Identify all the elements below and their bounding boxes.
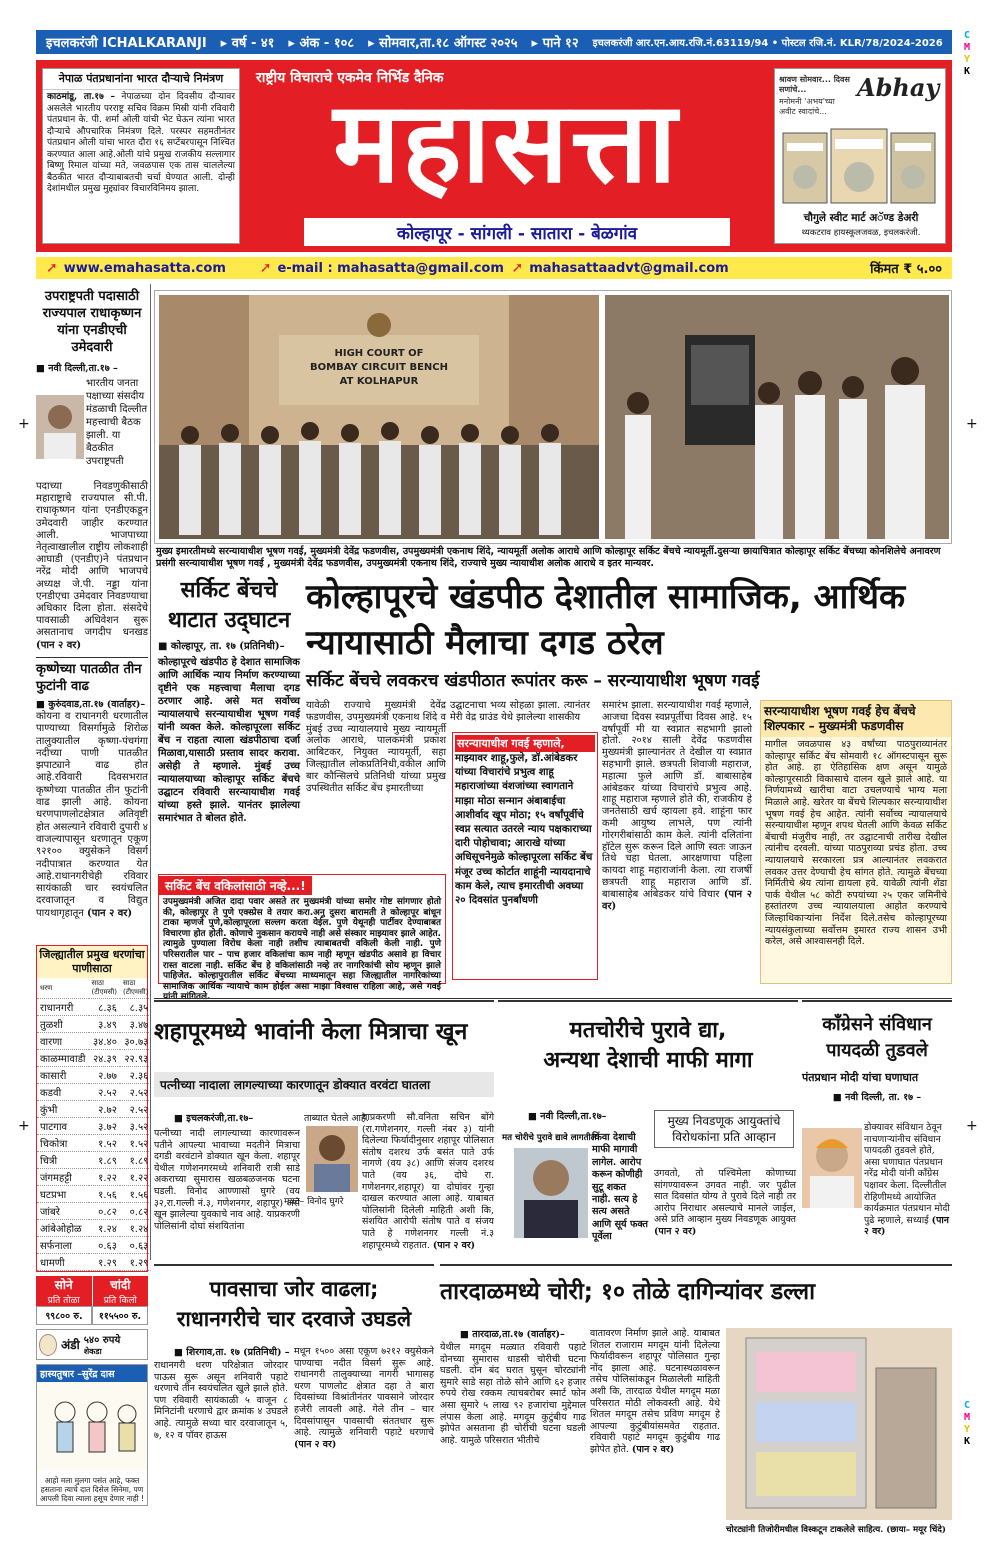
gold-rate: सोने प्रति तोळा <box>36 1276 92 1306</box>
lead-col-1: कोल्हापूरचे खंडपीठ हे देशात सामाजिक आणि आर्थिक न्याय निर्माण करण्याच्या दृष्टीने एक महत्त्वाचा मैलाचा दगड ठरणार आहे. असे मत सर्वोच्च न्यायालयाचे सरन्यायाधीश भूषण गवई यांनी व्यक्त केले. कोल्हापूरला सर्किट बेंच न राहता त्याला खंडपीठाचा दर्जा मिळावा,यासाठी प्रस्ताव सादर करावा. असेही ते म्हणाले. मुंबई उच्च न्यायालयाच्या कोल्हापूर सर्किट बेंचचे उद्घाटन रविवारी सरन्यायाधीश गवई यांच्या हस्ते झाले. यानंतर झालेल्या समारंभात ते बोलत होते. <box>158 657 300 824</box>
vote-photo-caption: मत चोरीचे पुरावे द्यावे लागतील <box>502 1133 597 1143</box>
masthead-tagline: राष्ट्रीय विचाराचे एकमेव निर्भिड दैनिक <box>256 70 444 86</box>
shahapur-col-3: याप्रकरणी सौ.वनिता सचिन बोंगे (रा.गणेशनगर, गल्ली नंबर ३) यांनी दिलेल्या फिर्यादीनुसार शहापूर पोलिसात संतोष दशरथ उर्फ बसंत पाते उर्फ नागणे (वय ३८) आणि संजय दशरथ पाते (वय ३६, दोघे रा. गणेशनगर,शहापूर) या दोघांवर गुन्हा दाखल करण्यात आला आहे. याबाबत पोलिसांनी दिलेली माहिती अशी कि, संशयित आरोपी संतोष पाते व संजय पाते हे गणेशनगर गल्ली नं.३ शहापूरमध्ये राहतात. (पान २ वर) <box>362 1112 494 1251</box>
portrait-illustration <box>514 1148 588 1238</box>
dam-value-cell: ३.७२ <box>89 1118 120 1135</box>
lead-subhead: सर्किट बेंचचे लवकरच खंडपीठात रूपांतर करू – सरन्यायाधीश भूषण गवई <box>306 671 760 691</box>
vp-body: पदाच्या निवडणुकीसाठी महाराष्ट्राचे राज्यपाल सी.पी. राधाकृष्णन यांना एनडीएकडून उमेदवारी जाहीर करण्यात आली. भाजपाच्या नेतृत्वाखालील राष्ट्रीय लोकशाही आघाडी (एनडीए)ने पंतप्रधान नरेंद्र मोदी आणि भाजपचे अध्यक्ष जे.पी. नड्डा यांना एनडीएचा उमेदवार निवडण्याचा अधिकार दिला होता. संसदेचे पावसाळी अधिवेशन सुरू असतानाच जगदीप धनखड (पान २ वर) <box>36 481 148 651</box>
krishna-body: कोयना व राधानगरी धरणातील पाण्याच्या विसर्गामुळे शिरोळ तालुक्यातील कृष्णा-पंचगंगा नदीच्या पाणी पातळीत झपाट्याने वाढ होत आहे.रविवारी दिवसभरात कृष्णेच्या पातळीत तीन फुटांनी वाढ झाली आहे. कोयना धरणपाणलोटक्षेत्रात अतिवृष्टी होत असल्याने रविवारी दुपारी ४ वाजल्यापासून धरणातून एकूण ९२१०० क्युसेकने विसर्ग नदीपात्रात करण्यात येत आहे.राधानगरीचेही रविवार सायंकाळी चार स्वयंचलित दरवाजातून व विद्युत पायथागृहातून (पान २ वर) <box>36 711 148 919</box>
ad-tagline-2: मनोमनी 'अभय'च्या अवीट स्वादांचे... <box>779 97 835 116</box>
vote-headline-2: अन्यथा देशाची माफी मागा <box>543 1048 753 1073</box>
congress-headline: काँग्रेसने संविधान पायदळी तुडवले <box>822 1014 932 1061</box>
dam-name-cell: घटप्रभा <box>37 1186 89 1203</box>
dam-value-cell: २.३६ <box>120 1067 151 1084</box>
krishna-headline: कृष्णेच्या पातळीत तीन फुटांनी वाढ <box>36 662 142 694</box>
victim-caption: मयत– विनोद घुगरे <box>284 1197 344 1207</box>
theft-headline: तारदाळमध्ये चोरी; १० तोळे दागिन्यांवर डल्ला <box>440 1279 816 1305</box>
cartoon-caption: आहो मला मुलगा पसंत आहे, फक्त हसताना त्याचे दात दिसेल सिनेमा, पण आपली दिवा त्याला हसूच देणार नाही ! <box>39 1476 145 1503</box>
congress-body: डोक्यावर संविधान ठेवून नाचणाऱ्यांनीच संविधान पायदळी तुडवले होते, असा घणाघात पंतप्रधान नरेंद्र मोदी यांनी काँग्रेस पक्षावर केला. दिल्लीतील रोहिणीमध्ये आयोजित कार्यक्रमात पंतप्रधान मोदी पुढे म्हणाले, सध्याई (पान २ वर) <box>864 1122 950 1238</box>
plaque-unveiling-photo <box>605 295 949 539</box>
rain-headline-1: पावसाचा जोर वाढला; <box>209 1277 379 1301</box>
dam-value-cell: १.२९ <box>120 1254 151 1271</box>
dam-table-row <box>37 1016 151 1033</box>
contact-bar <box>36 257 952 279</box>
dam-value-cell: १.२९ <box>89 1254 120 1271</box>
dam-table-row <box>37 1254 151 1271</box>
lead-col-3: उद्घाटनाचा भव्य सोहळा झाला. त्यानंतर मेरी वेद्र ग्राउंड येथे झालेल्या शासकीय <box>450 700 590 723</box>
dam-value-cell: ०.८२ <box>89 1203 120 1220</box>
cmyk-marks-top: C M Y K <box>963 30 971 77</box>
dam-table-title: जिल्ह्यातील प्रमुख धरणांचा पाणीसाठा <box>37 946 147 978</box>
dam-name-cell: सर्फनाला <box>37 1237 89 1254</box>
dam-value-cell: ३०.७३ <box>120 1033 151 1050</box>
shahapur-dateline: ■ इचलकरंजी,ता.१७– <box>174 1113 254 1124</box>
masthead <box>36 60 952 252</box>
masthead-cities: कोल्हापूर - सांगली - सातारा - बेळगांव <box>396 223 638 244</box>
registration-label: इचलकरंजी आर.एन.आय.रजि.नं.63119/94 • पोस्टल रजि.नं. KLR/78/2024-2026 <box>592 38 943 49</box>
rain-headline-2: राधानगरीचे चार दरवाजे उघडले <box>176 1307 412 1331</box>
lead-col-4: समारंभ झाला. सरन्यायाधीश गवई म्हणाले, आजचा दिवस स्वप्नपूर्तीचा दिवस आहे. १५ वर्षांपूर्वी मी या स्वप्नात सहभागी झालो होतो. २०१४ साली देवेंद्र फडणवीस मुख्यमंत्री झाल्यानंतर ते देखील या स्वप्नात सहभागी झाले. छत्रपती शिवाजी महाराज, महात्मा फुले आणि डॉ. बाबासाहेब आंबेडकर यांच्या विचारांचे प्रभुत्व आहे. शाहू महाराज म्हणाले होते की, राजकीय हे जनतेसाठी खर्च व्हायला हवे. शाहूंना फार कमी आयुष्य लाभले, पण त्यांनी गोरगरीबांसाठी काम केले. त्यांनी दलितांना हॉटेल सुरू करून दिले आणि स्वतः जाऊन तिथे चहा घेतला. आरक्षणाचा पहिला कायदा शाहू महाराजांनी केला. त्या राजर्षी छत्रपती शाहू महाराज आणि डॉ. बाबासाहेब आंबेडकर यांचे विचार (पान २ वर) <box>602 700 752 912</box>
ransacked-safe-illustration <box>726 1328 952 1520</box>
rain-col-2: मधून १५०० असा एकूण ७२१२ क्युसेकने पाण्याचा नदीत विसर्ग सुरू आहे. राधानगरी तालुक्याच्या नागरी भागासह धरण पाणलोट क्षेत्रात दहा ते बारा दिवसांच्या विश्रांतीनंतर पावसाने जोरदार हजेरी लावली आहे. गेले तीन – चार दिवसांपासून पावसाची संततधार सुरू आहे. त्यामुळे शनिवारी पहाटे धरणाचे (पान २ वर) <box>294 1346 434 1450</box>
krishna-dateline: ■ कुरुंदवाड,ता.१७ (वार्ताहर)– <box>36 699 146 710</box>
dam-table-row <box>37 1220 151 1237</box>
sidebar-title: सर्किट बेंच वकिलांसाठी नव्हे...! <box>159 876 312 895</box>
dam-value-cell: १.५२ <box>120 1135 151 1152</box>
ad-product-image <box>781 125 939 207</box>
ad-shop-name: चौगुले स्वीट मार्ट अॅण्ड डेअरी <box>803 212 919 224</box>
masthead-title: महासत्ता <box>333 78 679 208</box>
silver-rate: चांदी प्रति किलो <box>92 1276 149 1306</box>
dam-value-cell: ३.५२ <box>120 1118 151 1135</box>
cmyk-marks-bottom: C M Y K <box>963 1400 971 1447</box>
lead-story <box>154 576 952 996</box>
dam-value-cell: १.५६ <box>120 1186 151 1203</box>
dam-name-cell: राधानगरी <box>37 999 89 1016</box>
congress-dateline: ■ नवी दिल्ली, ता. १७ – <box>832 1092 922 1103</box>
dam-name-cell: तुळशी <box>37 1016 89 1033</box>
right-sidebar-body: मागील जवळपास ४३ वर्षांच्या पाठपुराव्यानंतर कोल्हापूर सर्किट बेंच सोमवारी १८ ऑगस्टपासून सुरू होत आहे. हा ऐतिहासिक क्षण असून यामुळे कोल्हापूरसाठी विकासाचे दालन खुले झाले आहे. या निर्णयामध्ये खारीचा वाटा उचलण्याचे भाग्य मला मिळाले आहे. खरेतर या बेंचचे शिल्पकार सरन्यायाधीश भूषण गवई हेच आहेत. त्यांनी सर्वोच्च न्यायालयाचे सरन्यायाधीश म्हणून शपथ घेतली आणि केवळ सर्किट बेंचाची मंजुरीच नाही, तर उद्घाटनाची तारीख देखील त्यांनीच दरवली. यांच्या पाठपुराव्या प्रचंड होता. उच्च न्यायालयाचे सरकारला प्रत्र आल्यानंतर लवकरात लवकर उत्तर देण्याची हेच सांगत होते. त्यामुळे बेंचच्या निर्मितीचे श्रेय त्यांना द्यायला हवे. यावेळी त्यांनी शेंडा पार्क येथील ५८ कोटी रुपयांच्या २५ एकर जमिनीचे हस्तांतरण उच्च न्यायालयाला आहोत करण्याचे जिल्हाधिकाऱ्यांना निर्देश दिले.तसेच कोल्हापूरच्या न्यायसंकुलाच्या सर्वोत्तम इमारत राज्य शासन उभी करेल, असे आश्वासनही दिले. <box>765 739 947 948</box>
shahapur-headline: शहापूरमध्ये भावांनी केला मित्राचा खून <box>154 1019 468 1045</box>
theft-col-1: येथील मगदूम मळ्यात रविवारी पहाटे दोनच्या सुमारास धाडसी चोरीची घटना घडली. दोन बंद घरात घुसून चोरट्यांनी सुमारे साडे सहा तोळे सोने आणि ६२ हजार रुपये रोख रक्कम त्याचबरोबर स्मार्ट फोन असा सुमारे ५ लाख ९२ हजारांचा मुद्देमाल लंपास केला आहे. मगदूम कुटुंबीय गाढ झोपेत असताना ही चोरीची घटना घडली आहे. यामुळे परिसरात भीतीचे <box>440 1342 586 1446</box>
dam-value-cell: ८.३५ <box>120 999 151 1016</box>
pages-label: ▸ पाने १२ <box>531 36 579 51</box>
right-sidebar-title: सरन्यायाधीश भूषण गवई हेच बेंचचे शिल्पकार – मुख्यमंत्री फडणवीस <box>761 701 951 737</box>
dam-value-cell: २.५२ <box>120 1084 151 1101</box>
dam-value-cell: १.२४ <box>89 1220 120 1237</box>
rate-values: ९९८०० रु. ११५५०० रु. <box>36 1306 148 1325</box>
ad-address: थ्यकटराव हायस्कूलजवळ, इचलकरंजी. <box>801 228 921 238</box>
dam-value-cell: ८.३६ <box>89 999 120 1016</box>
dam-name-cell: चित्री <box>37 1152 89 1169</box>
dam-value-cell: १.८९ <box>89 1152 120 1169</box>
cartoon-illustration <box>37 1382 147 1470</box>
gold-silver-rates <box>36 1276 148 1306</box>
lead-photos <box>154 290 952 544</box>
cartoon-box <box>36 1364 148 1506</box>
dam-value-cell: २.५२ <box>89 1084 120 1101</box>
dam-name-cell: चिकोत्रा <box>37 1135 89 1152</box>
city-label: इचलकरंजी ICHALKARANJI <box>46 36 207 51</box>
theft-col-2: वातावरण निर्माण झाले आहे. याबाबत शितल राजाराम मगदूम यांनी दिलेल्या फिर्यादीवरून शहापूर पोलिसात गुन्हा नोंद झाला आहे. घटनास्थळावरून तसेच पोलिसांकडून मिळालेली माहिती अशी कि, तारदाळ येथील मगदूम मळा परिसरात मोठी लोकवस्ती आहे. येथे शितल मगदूम तसेच प्रविण मगदूम हे आपल्या कुटुंबीयांसमवेत राहतात. रविवारी पहाटे मगदूम कुटुंबीय गाढ झोपेत होते. (पान २ वर) <box>590 1328 720 1455</box>
shahapur-story <box>154 1000 494 1258</box>
dam-name-cell: काळम्मावाडी <box>37 1050 89 1067</box>
dam-table-row <box>37 1169 151 1186</box>
shahapur-subhead: पत्नीच्या नादाला लागल्याच्या कारणातून डोक्यात वरवंटा घातला <box>154 1072 494 1097</box>
dam-value-cell: ३.४९ <box>89 1016 120 1033</box>
vote-side-text: किंवा देशाची माफी मागावी लागेल. आरोप करून कोणीही सुटू शकत नाही. सत्य हे सत्य असते आणि सूर्य फक्त पूर्वेला <box>592 1132 648 1243</box>
dam-table <box>37 978 151 1271</box>
rain-dateline: ■ शिरगाव,ता. १७ (प्रतिनिधी) – <box>174 1347 290 1358</box>
tardal-theft-story <box>440 1264 952 1542</box>
lead-col-2: यावेळी राज्याचे मुख्यमंत्री देवेंद्र फडणवीस, उपमुख्यमंत्री एकनाथ शिंदे व मुंबई उच्च न्यायालयाचे मुख्य न्यायमूर्ती अलोक आराधे, पालकमंत्री प्रकाश आबिटकर, नियुक्त न्यायमूर्ती, सहा जिल्ह्यातील लोकप्रतिनिधी,वकील आणि बार कौन्सिलचे प्रतिनिधी यांच्या प्रमुख उपस्थितीत सर्किट बेंच इमारतीच्या <box>306 700 446 794</box>
election-commissioner-photo <box>514 1148 588 1238</box>
dam-value-cell: ३.४७ <box>120 1016 151 1033</box>
dam-value-cell: ३४.४० <box>89 1033 120 1050</box>
nepal-body: काठमांडू, ता.१७ – नेपाळच्या दोन दिवसीय दौऱ्यावर असलेले भारतीय परराष्ट्र सचिव विक्रम मिस्री यांनी रविवारी पंतप्रधान के. पी. शर्मा ओली यांची भेट घेऊन त्यांना भारत दौऱ्याचे औपचारिक निमंत्रण दिले. परस्पर सहमतीनंतर पंतप्रधान ओली यांचा भारत दौरा १६ सप्टेंबरपासून निश्चित करण्यात आला आहे.ओली यांचे प्रमुख राजकीय सल्लागार बिष्णु रिमाल यांच्या मते, जवळपास एक तास चाललेल्या बैठकीत भारत दौऱ्याबाबतची चर्चा घेण्यात आली. दोन्ही देशांमधील प्रमुख मुद्द्यांवर विचारविनिमय झाला. <box>47 92 235 194</box>
registration-cross-right: + <box>966 416 978 432</box>
registration-cross-right-2: + <box>966 1118 978 1134</box>
vp-lead-row <box>36 377 148 481</box>
portrait-illustration <box>306 1126 358 1192</box>
ad-tagline-1: श्रावण सोमवार... दिवस सणांचे... <box>779 75 850 94</box>
dam-table-row <box>37 1101 151 1118</box>
year-label: ▸ वर्ष - ४१ <box>220 36 275 51</box>
dam-table-row <box>37 1152 151 1169</box>
dam-name-cell: धामणी <box>37 1254 89 1271</box>
unveiling-illustration <box>605 295 949 539</box>
vote-theft-story <box>498 1000 798 1258</box>
dam-name-cell: जांबरे <box>37 1203 89 1220</box>
dam-value-cell: १.५६ <box>89 1186 120 1203</box>
dam-name-cell: वारणा <box>37 1033 89 1050</box>
dam-value-cell: १.२२ <box>120 1169 151 1186</box>
portrait-illustration <box>36 395 84 459</box>
court-sign: HIGH COURT OF BOMBAY CIRCUIT BENCH AT KOLHAPUR <box>310 348 448 387</box>
dam-value-cell: २.७२ <box>89 1101 120 1118</box>
egg-icon <box>39 1334 57 1356</box>
registration-cross-left: + <box>18 416 30 432</box>
dam-table-row <box>37 1050 151 1067</box>
egg-rate: अंडी ५४० रुपये शेकडा <box>36 1329 148 1360</box>
arrow-icon: ➚ <box>511 260 524 276</box>
vote-dateline: ■ नवी दिल्ली,ता.१७– <box>528 1111 607 1122</box>
dam-value-cell: २.५२ <box>120 1101 151 1118</box>
dam-table-box <box>36 945 148 1272</box>
dam-value-cell: ०.६३ <box>89 1237 120 1254</box>
dam-table-row <box>37 1033 151 1050</box>
theft-photo-caption: चोरट्यांनी तिजोरीमधील विस्कटून टाकलेले साहित्य. (छाया– मयूर चिंदे) <box>726 1525 946 1535</box>
dam-name-cell: कासारी <box>37 1067 89 1084</box>
abhay-advertisement <box>774 68 946 244</box>
registration-cross-left-2: + <box>18 1118 30 1134</box>
masthead-cities-strip <box>304 218 730 246</box>
dam-value-cell: ०.८२ <box>120 1203 151 1220</box>
vp-dateline: ■ नवी दिल्ली,ता.१७ – <box>36 363 118 374</box>
vote-box-head: मुख्य निवडणूक आयुक्तांचे विरोधकांना प्रति आव्हान <box>654 1110 794 1148</box>
vote-col-2: उगवतो, तो पश्चिमेला कोणाच्या सांगण्यावरून उगवत नाही. जर पुढील सात दिवसांत योग्य ते पुरावे दिले नाही तर आरोप निराधार असल्याचे मानले जाईल, असे प्रति आव्हान मुख्य निवडणूक आयुक्त (पान २ वर) <box>654 1168 796 1237</box>
congress-story <box>802 1000 952 1258</box>
dam-table-row <box>37 1084 151 1101</box>
lead-headline: कोल्हापूरचे खंडपीठ देशातील सामाजिक, आर्थिक न्यायासाठी मैलाचा दगड ठरेल <box>306 577 906 663</box>
dam-name-cell: कडवी <box>37 1084 89 1101</box>
rain-col-1: राधानगरी धरण परिक्षेत्रात जोरदार पाऊस सुरू असून शनिवारी पहाटे धरणाचे तीन स्वयंचलित खुले झाले होते. पण रविवारी सायंकाळी ५ वाजून ८ मिनिटांनी धरणाचे द्वार क्रमांक ४ उघडले आहे. त्यामुळे सध्या चार दरवाजातून ५, ७, १२ व पॉवर हाऊस <box>154 1360 288 1441</box>
dam-name-cell: पाटगाव <box>37 1118 89 1135</box>
left-column <box>36 284 148 1544</box>
dam-table-row <box>37 1135 151 1152</box>
lead-quote-box <box>452 732 598 980</box>
dam-table-row <box>37 1186 151 1203</box>
dam-table-body <box>37 999 151 1271</box>
sidebar-box <box>158 874 446 992</box>
sweets-boxes-illustration <box>781 125 939 207</box>
top-info-bar <box>36 30 952 54</box>
vote-headline-1: मतचोरीचे पुरावे द्या, <box>569 1018 727 1043</box>
vp-lead: भारतीय जनता पक्षाच्या संसदीय मंडळाची दिल्लीत महत्त्वाची बैठक झाली. या बैठकीत उपराष्ट्रपती <box>86 378 148 467</box>
nepal-news-box <box>42 68 240 244</box>
nepal-headline: नेपाळ पंतप्रधानांना भारत दौऱ्याचे निमंत्रण <box>43 69 239 90</box>
right-sidebar-box <box>760 700 952 984</box>
cartoon-label: हास्यतुषार –सुरेंद्र दास <box>37 1365 147 1382</box>
victim-photo <box>306 1126 358 1192</box>
dam-value-cell: १.२४ <box>120 1220 151 1237</box>
date-label: ▸ सोमवार,ता.१८ ऑगस्ट २०२५ <box>368 36 518 51</box>
dam-table-header: धरण साठा (टीएमसी) साठा (टीएमसी) <box>37 978 151 999</box>
quote-head: सरन्यायाधीश गवई म्हणाले, <box>455 735 595 752</box>
safe-photo <box>726 1328 952 1520</box>
dam-table-row <box>37 1118 151 1135</box>
ad-brand-logo: Abhay <box>857 73 940 102</box>
photo-caption: मुख्य इमारतीमध्ये सरन्यायाधीश भूषण गवई, मुख्यमंत्री देवेंद्र फडणवीस, उपमुख्यमंत्री एकनाथ शिंदे, न्यायमूर्ती अलोक आराधे आणि कोल्हापूर सर्किट बेंचचे न्यायमूर्ती.दुसऱ्या छायाचित्रात कोल्हापूर सर्किट बेंचच्या कोनशिलेचे अनावरण प्रसंगी सरन्यायाधीश भूषण गवई , मुख्यमंत्री देवेंद्र फडणवीस, उपमुख्यमंत्री एकनाथ शिंदे, राज्याचे मुख्य न्यायाधीश अलोक आराधे व इतर मान्यवर. <box>156 546 941 569</box>
dam-table-row <box>37 1237 151 1254</box>
dam-name-cell: जंगमहट्टी <box>37 1169 89 1186</box>
section-divider <box>154 998 952 999</box>
shahapur-col-2-top: ताब्यात घेतले आहे. <box>304 1113 369 1124</box>
dam-value-cell: २२.९३ <box>120 1050 151 1067</box>
dam-table-row <box>37 1203 151 1220</box>
email-link[interactable]: e-mail : mahasatta@gmail.com <box>277 260 504 276</box>
quote-body: माझ्यावर शाहू,फुले, डॉ.आंबेडकर यांच्या विचारांचे प्रभुत्व शाहू महाराजांच्या वंशजांच्या स्वागताने माझा मोठा सन्मान अंबाबाईचा आशीर्वाद खूप मोठा; १५ वर्षांपूर्वीचे स्वप्न सत्यात उतरले न्याय पक्षकाराच्या दारी पोहोचावा; आराखे यांच्या अधिसूचनेमुळे कोल्हापूरला सर्किट बेंच मंजूर उच्च कोर्टात शाहूंनी न्यायदानाचे काम केले, त्याच इमारतीची अवघ्या २० दिवसांत पुनर्बांधणी <box>455 753 593 907</box>
congress-subhead: पंतप्रधान मोदी यांचा घणाघात <box>802 1071 919 1084</box>
dam-name-cell: कुंभी <box>37 1101 89 1118</box>
radhakrishnan-photo <box>36 395 84 459</box>
dam-value-cell: १.२२ <box>89 1169 120 1186</box>
rain-story <box>154 1264 434 1542</box>
column-divider <box>150 284 151 1260</box>
dam-table-row <box>37 1067 151 1084</box>
arrow-icon: ➚ <box>46 260 58 276</box>
dam-value-cell: २.७७ <box>89 1067 120 1084</box>
price-label: किंमत ₹ ५.०० <box>870 262 942 277</box>
dam-name-cell: आंबेओहोळ <box>37 1220 89 1237</box>
lead-side-headline: सर्किट बेंचचे थाटात उद्‌घाटन <box>167 578 291 633</box>
dam-value-cell: २४.३९ <box>89 1050 120 1067</box>
advt-email-link[interactable]: mahasattaadvt@gmail.com <box>529 260 729 276</box>
arrow-icon: ➚ <box>259 260 272 276</box>
dam-value-cell: ०.६३ <box>120 1237 151 1254</box>
website-link[interactable]: www.emahasatta.com <box>63 260 226 276</box>
vp-headline: उपराष्ट्रपती पदासाठी राज्यपाल राधाकृष्णन यांना एनडीएची उमेदवारी <box>42 289 142 355</box>
sidebar-body: उपमुख्यमंत्री अजित दादा पवार असते तर मुख्यमंत्री यांच्या समोर गोष्ट सांगणार होतो की, कोल्हापूर ते पुणे एक्स्प्रेस वे तयार करा.अनु दुसरा बारामती ते कोल्हापूर बांधून टाका म्हणजे पुणे,कोल्हापूरला सल्लग करता येईल. पुणे येथूनही पार्टीवर देण्याबाबत विचारणा होत होती. कोणाचे नुकसान करायचे नाही असे संस्कार माझ्यावर झाले आहेत. त्यामुळे पुण्याला विरोध केला नाही तशीच त्याबाबतची वकिली केली नाही. पुणे परिसरातील पार – पाच हजार वकिलांचा काम नाही म्हणून खंडपीठ असावे हा विचार रास्त वाटला नाही. सर्किट बेंच हे वकिलांसाठी नव्हे तर नागरिकांची सोय म्हणून झाले पाहिजेत. कोल्हापुरातील सर्किट बेंचच्या माध्यमातून सहा जिल्ह्यातील नागरिकांच्या सामाजिक आर्थिक न्यायाचे काम होईल असा माझा विश्वास राहिला आहे, असे गवई <box>163 897 441 992</box>
theft-dateline: ■ तारदाळ,ता.१७ (वार्ताहर)– <box>460 1329 565 1340</box>
shahapur-col-1: पत्नीच्या नादी लागल्याच्या कारणावरून पतीने आपल्या भावाच्या मदतीने मित्राचा दगडी वरवंटाने डोक्यात खून केला. शहापूर येथील गणेशनगरमध्ये शनिवारी रात्री साडे अकराच्या सुमारास खळबळजनक घटना घडली. विनोद आण्णासो घुगरे (वय ३२,रा.गल्ली नं.३, गणेशनगर, शहापूर) असे खून झालेल्या युवकाचे नाव आहे. याप्रकरणी पोलिसांनी दोघां संशयितांना <box>154 1128 300 1232</box>
dam-value-cell: १.८९ <box>120 1152 151 1169</box>
group-photo-illustration <box>159 295 599 539</box>
dam-value-cell: १.५२ <box>89 1135 120 1152</box>
high-court-photo <box>159 295 599 539</box>
dam-table-row <box>37 999 151 1016</box>
issue-label: ▸ अंक - १०८ <box>288 36 355 51</box>
lead-dateline: ■ कोल्हापूर, ता. १७ (प्रतिनिधी)– <box>158 641 285 652</box>
